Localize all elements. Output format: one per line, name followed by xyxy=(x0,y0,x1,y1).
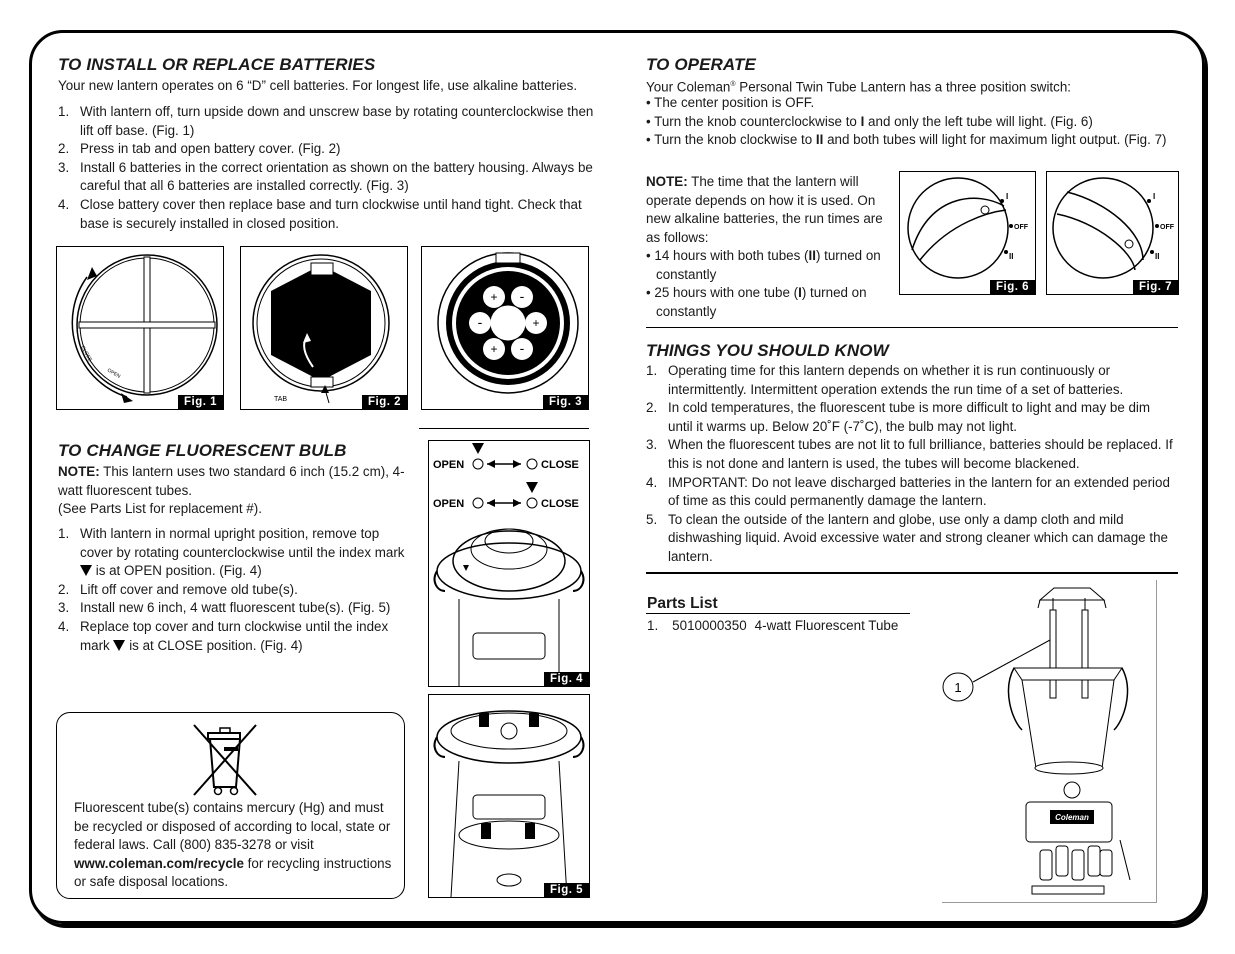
figure-2 xyxy=(240,246,408,410)
divider xyxy=(646,613,910,614)
switch-position-ii-illustration xyxy=(1047,172,1178,294)
operate-intro: Your Coleman® Personal Twin Tube Lantern has a three position switch: xyxy=(646,79,1072,95)
figure-4 xyxy=(428,440,590,687)
battery-housing-illustration xyxy=(422,247,588,409)
figure-6-label: Fig. 6 xyxy=(990,280,1035,294)
switch-position-i-illustration xyxy=(900,172,1035,294)
bulb-title: TO CHANGE FLUORESCENT BULB xyxy=(58,441,347,460)
operate-bullets xyxy=(646,94,1176,150)
lantern-drawing xyxy=(942,580,1156,902)
svg-text:Coleman: Coleman xyxy=(1055,813,1089,822)
svg-text:+: + xyxy=(532,316,540,330)
parts-item: 1. 5010000350 4-watt Fluorescent Tube xyxy=(647,618,899,633)
install-steps xyxy=(58,103,598,233)
know-list xyxy=(646,362,1176,567)
figure-7-label: Fig. 7 xyxy=(1133,280,1178,294)
svg-text:I: I xyxy=(1153,192,1156,201)
battery-cover-illustration xyxy=(241,247,407,409)
figure-2-label: Fig. 2 xyxy=(362,395,407,409)
svg-text:OPEN: OPEN xyxy=(433,459,465,471)
install-intro: Your new lantern operates on 6 “D” cell batteries. For longest life, use alkaline batteries. xyxy=(58,78,578,93)
divider xyxy=(646,327,1178,328)
svg-text:OFF: OFF xyxy=(1160,224,1174,231)
figure-1 xyxy=(56,246,224,410)
know-item: 2. In cold temperatures, the fluorescent tube is more difficult to light and may be dim until it warms up. Below 20˚F (-7˚C), the bulb may not light. xyxy=(646,400,1151,434)
top-cover-illustration xyxy=(429,441,589,686)
install-step: 4. Close battery cover then replace base and turn clockwise until hand tight. Check that base is securely installed in closed position. xyxy=(58,196,582,231)
install-title: TO INSTALL OR REPLACE BATTERIES xyxy=(58,55,376,74)
divider xyxy=(419,428,589,429)
svg-text:TAB: TAB xyxy=(274,396,288,403)
svg-text:OFF: OFF xyxy=(1014,224,1028,231)
operate-note: NOTE: The time that the lantern will operate depends on how it is used. On new alkaline batteries, the run times are as follows: xyxy=(646,174,883,245)
install-step: 3. Install 6 batteries in the correct orientation as shown on the battery housing. Always be careful that all 6 batteries are installed correctly. (Fig. 3) xyxy=(58,159,593,194)
svg-text:-: - xyxy=(519,288,525,304)
svg-text:-: - xyxy=(519,340,525,356)
figure-3 xyxy=(421,246,589,410)
runtime-item: • 25 hours with one tube (I) turned on constantly xyxy=(646,285,867,319)
know-item: 1. Operating time for this lantern depends on whether it is run continuously or intermittently. Intermittent operation extends the run time of a set of batteries. xyxy=(646,363,1124,397)
figure-4-label: Fig. 4 xyxy=(544,672,589,686)
tube-install-illustration xyxy=(429,695,589,897)
divider xyxy=(646,572,1178,574)
figure-1-label: Fig. 1 xyxy=(178,395,223,409)
bulb-step: 3. Install new 6 inch, 4 watt fluorescent tube(s). (Fig. 5) xyxy=(58,600,391,616)
figure-6 xyxy=(899,171,1036,295)
figure-5-label: Fig. 5 xyxy=(544,883,589,897)
svg-text:CLOSE: CLOSE xyxy=(541,459,579,471)
operate-bullet: • Turn the knob clockwise to II and both tubes will light for maximum light output. (Fig. 7) xyxy=(646,132,1167,148)
know-item: 5. To clean the outside of the lantern and globe, use only a damp cloth and mild dishwashing liquid. Avoid excessive water and strong cleaner which can damage the lantern. xyxy=(646,511,1168,564)
svg-text:+: + xyxy=(490,290,498,304)
svg-text:II: II xyxy=(1009,252,1014,261)
figure-5 xyxy=(428,694,590,898)
bulb-step: 1. With lantern in normal upright position, remove top cover by rotating counterclockwise until the index mark is at OPEN position. (Fig. 4) xyxy=(58,526,405,579)
install-step: 1. With lantern off, turn upside down and unscrew base by rotating counterclockwise then lift off base. (Fig. 1) xyxy=(58,104,594,138)
figure-7 xyxy=(1046,171,1179,295)
recycle-url: www.coleman.com/recycle xyxy=(74,855,244,871)
operate-title: TO OPERATE xyxy=(646,55,756,74)
bulb-step: 2. Lift off cover and remove old tube(s). xyxy=(58,581,298,597)
runtime-list xyxy=(646,247,891,321)
crossed-out-bin-icon xyxy=(190,721,260,799)
know-item: 4. IMPORTANT: Do not leave discharged batteries in the lantern for an extended period of time as this could permanently damage the lantern. xyxy=(646,474,1170,509)
bulb-step: 4. Replace top cover and turn clockwise until the index mark is at CLOSE position. (Fig. 4) xyxy=(58,618,389,653)
svg-text:OPEN: OPEN xyxy=(106,367,122,380)
figure-3-label: Fig. 3 xyxy=(543,395,588,409)
svg-text:+: + xyxy=(490,342,498,356)
know-item: 3. When the fluorescent tubes are not lit to full brilliance, batteries should be replaced. If this is not done and lantern is used, the tubes will become blackened. xyxy=(646,437,1173,471)
runtime-item: • 14 hours with both tubes (II) turned on constantly xyxy=(646,248,881,282)
svg-text:I: I xyxy=(1006,192,1009,201)
recycle-notice xyxy=(56,712,405,899)
base-rotation-illustration xyxy=(57,247,223,409)
parts-title: Parts List xyxy=(647,595,718,612)
svg-text:OPEN: OPEN xyxy=(433,498,465,510)
install-step: 2. Press in tab and open battery cover. (Fig. 2) xyxy=(58,141,341,157)
recycle-text: Fluorescent tube(s) contains mercury (Hg) and must be recycled or disposed of according to local, state or federal laws. Call (800) 835-3278 or visit www.coleman.com/recycle for recycling instructions or safe disposal locations. xyxy=(74,800,392,890)
svg-text:-: - xyxy=(477,314,483,330)
svg-text:CLOSE: CLOSE xyxy=(79,345,93,363)
index-mark-icon xyxy=(80,565,92,576)
svg-text:1: 1 xyxy=(954,680,962,695)
bulb-note: NOTE: This lantern uses two standard 6 inch (15.2 cm), 4-watt fluorescent tubes. (See Parts List for replacement #). xyxy=(58,464,405,517)
svg-text:CLOSE: CLOSE xyxy=(541,498,579,510)
lantern-exploded-view xyxy=(942,580,1157,903)
know-title: THINGS YOU SHOULD KNOW xyxy=(646,341,889,360)
operate-bullet: • The center position is OFF. xyxy=(646,95,815,110)
index-mark-icon xyxy=(113,640,125,651)
bulb-steps xyxy=(58,525,412,655)
operate-bullet: • Turn the knob counterclockwise to I and only the left tube will light. (Fig. 6) xyxy=(646,113,1093,129)
svg-text:II: II xyxy=(1155,252,1160,261)
